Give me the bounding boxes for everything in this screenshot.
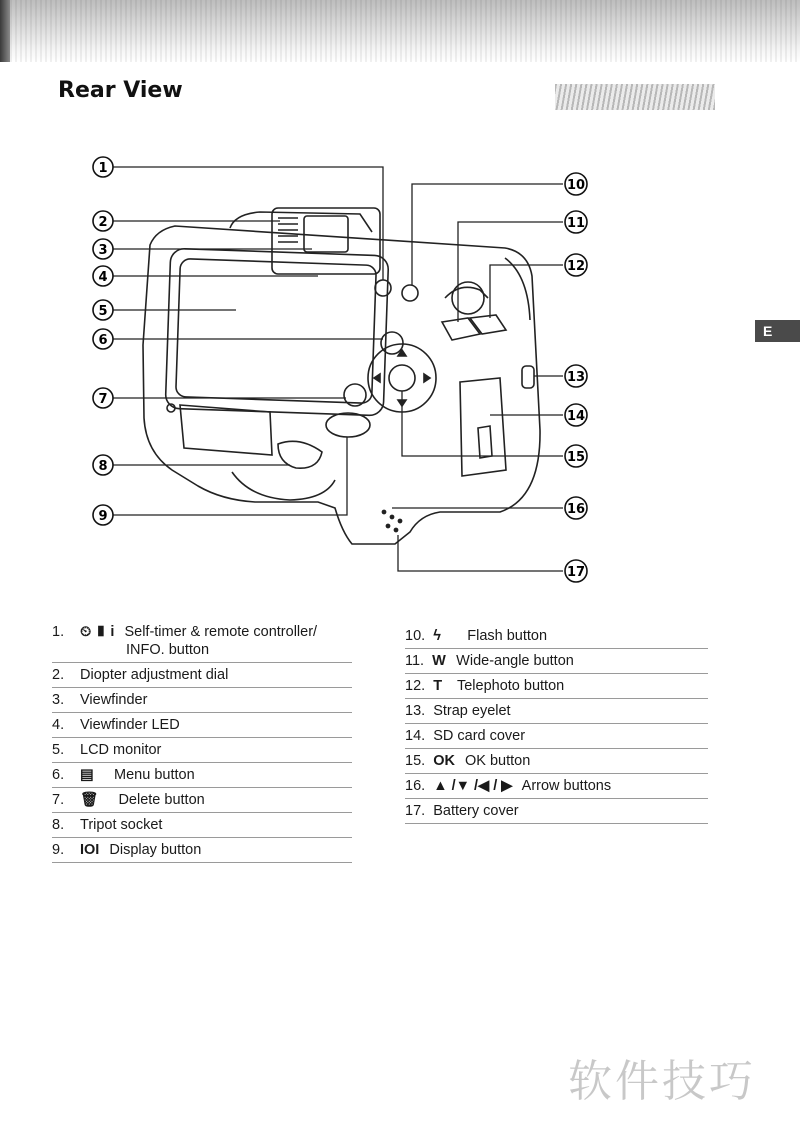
list-item (405, 674, 708, 699)
callout-10-label: 10 (566, 178, 586, 193)
item-label-continued: INFO. button (126, 642, 210, 658)
item-label: Delete button (118, 792, 205, 808)
callout-9-label: 9 (98, 509, 108, 524)
page-title: Rear View (58, 78, 183, 103)
list-item (405, 649, 708, 674)
list-item (405, 799, 708, 824)
arrow-keys-icon: ▲ /▼ /◀ / ▶ (433, 778, 513, 794)
list-item (52, 713, 352, 738)
item-number: 13. (405, 703, 426, 719)
item-label: Strap eyelet (433, 703, 511, 719)
callout-3-label: 3 (98, 243, 108, 258)
item-number: 3. (52, 692, 65, 708)
list-item (52, 763, 352, 788)
item-number: 14. (405, 728, 426, 744)
list-item (405, 749, 708, 774)
callout-7-label: 7 (98, 392, 108, 407)
callout-10 (565, 173, 587, 195)
item-number: 17. (405, 803, 426, 819)
callout-2-label: 2 (98, 215, 108, 230)
callout-15-label: 15 (566, 450, 586, 465)
item-label: Viewfinder LED (80, 717, 180, 733)
callout-14 (565, 404, 587, 426)
callout-9 (93, 505, 113, 525)
parts-list-right (405, 624, 708, 824)
callout-14-label: 14 (566, 409, 586, 424)
callout-17 (565, 560, 587, 582)
callout-2 (93, 211, 113, 231)
item-number: 8. (52, 817, 65, 833)
list-item (52, 788, 352, 813)
camera-illustration (143, 208, 540, 544)
item-number: 4. (52, 717, 65, 733)
language-tab: E (755, 320, 800, 342)
callout-6-label: 6 (98, 333, 108, 348)
item-number: 6. (52, 767, 65, 783)
menu-icon: ▤ (80, 767, 94, 783)
callout-5-label: 5 (98, 304, 108, 319)
list-item (52, 688, 352, 713)
item-number: 11. (405, 653, 425, 669)
self-timer-info-icon: ⏲ ▮ i (80, 624, 115, 640)
callout-17-label: 17 (566, 565, 586, 580)
item-label: Flash button (467, 628, 548, 644)
callout-4 (93, 266, 113, 286)
list-item (405, 624, 708, 649)
camera-rear-diagram (0, 140, 800, 590)
list-item (52, 663, 352, 688)
item-label: Telephoto button (456, 678, 565, 694)
trash-icon: 🗑 (80, 792, 99, 808)
parts-list-left (52, 620, 352, 863)
list-item (52, 738, 352, 763)
list-item (52, 620, 352, 663)
list-item (405, 724, 708, 749)
display-icon: IOI (80, 842, 100, 858)
list-item (405, 699, 708, 724)
item-number: 5. (52, 742, 65, 758)
callout-11 (565, 211, 587, 233)
scan-edge (0, 0, 10, 62)
wide-angle-icon: W (432, 653, 446, 669)
callout-12-label: 12 (566, 259, 586, 274)
item-label: Menu button (114, 767, 195, 783)
ok-icon: OK (433, 753, 455, 769)
callout-7 (93, 388, 113, 408)
item-label: Display button (109, 842, 202, 858)
item-number: 7. (52, 792, 65, 808)
item-number: 10. (405, 628, 426, 644)
callout-6 (93, 329, 113, 349)
callout-1 (93, 157, 113, 177)
callout-4-label: 4 (98, 270, 108, 285)
callout-15 (565, 445, 587, 467)
callout-11-label: 11 (566, 216, 586, 231)
item-number: 12. (405, 678, 426, 694)
callout-3 (93, 239, 113, 259)
callout-16 (565, 497, 587, 519)
callout-12 (565, 254, 587, 276)
item-number: 16. (405, 778, 426, 794)
callout-5 (93, 300, 113, 320)
callout-8 (93, 455, 113, 475)
item-label: Arrow buttons (521, 778, 612, 794)
item-label: OK button (464, 753, 531, 769)
telephoto-icon: T (433, 678, 443, 694)
leader-lines (113, 167, 563, 571)
item-number: 9. (52, 842, 65, 858)
callout-13 (565, 365, 587, 387)
callout-8-label: 8 (98, 459, 108, 474)
list-item (405, 774, 708, 799)
item-label: Self-timer & remote controller/ (124, 624, 318, 640)
item-number: 2. (52, 667, 65, 683)
item-label: Tripot socket (80, 817, 163, 833)
item-number: 1. (52, 624, 65, 640)
watermark: 软件技巧 (568, 1056, 756, 1107)
item-label: Viewfinder (80, 692, 148, 708)
item-label: Battery cover (433, 803, 519, 819)
flash-icon: ϟ (433, 628, 441, 644)
item-label: Diopter adjustment dial (80, 667, 229, 683)
item-label: Wide-angle button (456, 653, 574, 669)
list-item (52, 838, 352, 863)
item-label: LCD monitor (80, 742, 162, 758)
item-label: SD card cover (433, 728, 526, 744)
callout-1-label: 1 (98, 161, 108, 176)
scan-noise-band (0, 0, 800, 62)
callout-16-label: 16 (566, 502, 586, 517)
callout-13-label: 13 (566, 370, 586, 385)
header-smudge (555, 84, 715, 110)
item-number: 15. (405, 753, 426, 769)
list-item (52, 813, 352, 838)
